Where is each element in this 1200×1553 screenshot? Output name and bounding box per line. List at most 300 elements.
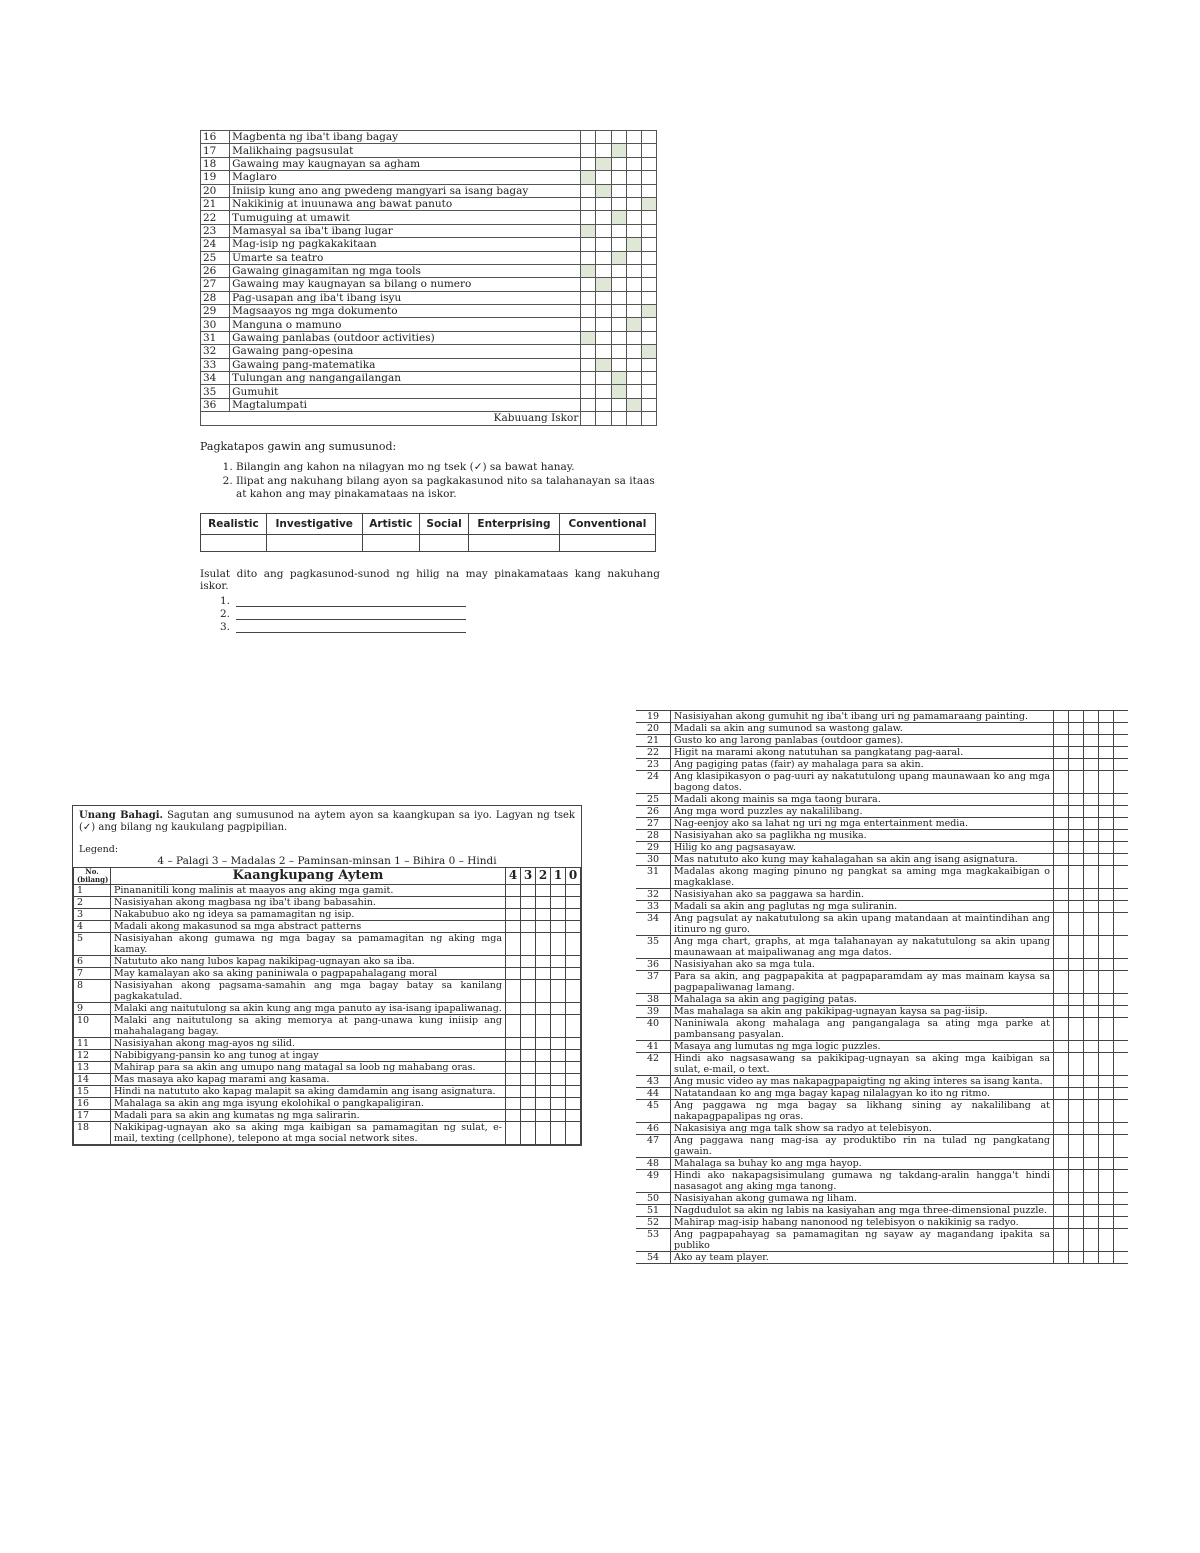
- check-cell[interactable]: [596, 197, 611, 210]
- rating-cell[interactable]: [536, 1098, 551, 1110]
- rating-cell[interactable]: [1099, 1252, 1114, 1264]
- rating-cell[interactable]: [1069, 830, 1084, 842]
- riasec-score-cell[interactable]: [420, 534, 469, 551]
- rating-cell[interactable]: [1084, 1053, 1099, 1076]
- rating-cell[interactable]: [536, 1038, 551, 1050]
- rating-cell[interactable]: [1054, 818, 1069, 830]
- rating-cell[interactable]: [506, 921, 521, 933]
- rating-cell[interactable]: [1054, 854, 1069, 866]
- rating-cell[interactable]: [1114, 1193, 1129, 1205]
- rating-cell[interactable]: [1054, 1158, 1069, 1170]
- rating-cell[interactable]: [1054, 723, 1069, 735]
- rating-cell[interactable]: [1114, 1252, 1129, 1264]
- check-cell[interactable]: [626, 345, 641, 358]
- rating-cell[interactable]: [566, 1003, 581, 1015]
- rating-cell[interactable]: [1099, 889, 1114, 901]
- rating-cell[interactable]: [1099, 1088, 1114, 1100]
- rating-cell[interactable]: [1069, 1135, 1084, 1158]
- check-cell[interactable]: [611, 157, 626, 170]
- rating-cell[interactable]: [1099, 1193, 1114, 1205]
- riasec-score-cell[interactable]: [201, 534, 267, 551]
- rating-cell[interactable]: [1099, 1158, 1114, 1170]
- check-cell[interactable]: [626, 398, 641, 411]
- check-cell[interactable]: [641, 157, 656, 170]
- check-cell[interactable]: [596, 385, 611, 398]
- check-cell[interactable]: [611, 385, 626, 398]
- check-cell[interactable]: [641, 251, 656, 264]
- rating-cell[interactable]: [1084, 1229, 1099, 1252]
- rating-cell[interactable]: [1084, 994, 1099, 1006]
- rating-cell[interactable]: [506, 1015, 521, 1038]
- check-cell[interactable]: [611, 171, 626, 184]
- rating-cell[interactable]: [506, 1074, 521, 1086]
- rating-cell[interactable]: [521, 1003, 536, 1015]
- rating-cell[interactable]: [1054, 1229, 1069, 1252]
- rating-cell[interactable]: [1099, 901, 1114, 913]
- rating-cell[interactable]: [1099, 1041, 1114, 1053]
- rating-cell[interactable]: [521, 1110, 536, 1122]
- rating-cell[interactable]: [1069, 913, 1084, 936]
- rating-cell[interactable]: [551, 968, 566, 980]
- check-cell[interactable]: [641, 372, 656, 385]
- rating-cell[interactable]: [1054, 936, 1069, 959]
- rating-cell[interactable]: [1114, 936, 1129, 959]
- rating-cell[interactable]: [1054, 1088, 1069, 1100]
- rating-cell[interactable]: [1099, 936, 1114, 959]
- check-cell[interactable]: [626, 318, 641, 331]
- rating-cell[interactable]: [1099, 747, 1114, 759]
- check-cell[interactable]: [611, 264, 626, 277]
- rating-cell[interactable]: [1054, 747, 1069, 759]
- rating-cell[interactable]: [506, 897, 521, 909]
- check-cell[interactable]: [626, 157, 641, 170]
- check-cell[interactable]: [641, 144, 656, 157]
- rating-cell[interactable]: [1054, 1053, 1069, 1076]
- rating-cell[interactable]: [1099, 994, 1114, 1006]
- rating-cell[interactable]: [506, 1098, 521, 1110]
- check-cell[interactable]: [626, 184, 641, 197]
- rating-cell[interactable]: [1114, 1229, 1129, 1252]
- rating-cell[interactable]: [1084, 1193, 1099, 1205]
- rating-cell[interactable]: [536, 1062, 551, 1074]
- rating-cell[interactable]: [521, 1098, 536, 1110]
- rating-cell[interactable]: [1114, 959, 1129, 971]
- check-cell[interactable]: [581, 358, 596, 371]
- check-cell[interactable]: [641, 385, 656, 398]
- rating-cell[interactable]: [1099, 959, 1114, 971]
- check-cell[interactable]: [641, 171, 656, 184]
- rating-cell[interactable]: [1069, 901, 1084, 913]
- rating-cell[interactable]: [1069, 711, 1084, 723]
- rating-cell[interactable]: [566, 1086, 581, 1098]
- rating-cell[interactable]: [1054, 1123, 1069, 1135]
- check-cell[interactable]: [596, 251, 611, 264]
- rating-cell[interactable]: [536, 1086, 551, 1098]
- rating-cell[interactable]: [506, 909, 521, 921]
- rating-cell[interactable]: [1114, 735, 1129, 747]
- rating-cell[interactable]: [1054, 1018, 1069, 1041]
- check-cell[interactable]: [641, 211, 656, 224]
- rating-cell[interactable]: [566, 1098, 581, 1110]
- check-cell[interactable]: [641, 398, 656, 411]
- rating-cell[interactable]: [536, 897, 551, 909]
- rating-cell[interactable]: [536, 921, 551, 933]
- rating-cell[interactable]: [506, 1050, 521, 1062]
- rating-cell[interactable]: [1084, 1088, 1099, 1100]
- check-cell[interactable]: [581, 398, 596, 411]
- rating-cell[interactable]: [536, 968, 551, 980]
- rating-cell[interactable]: [1069, 1041, 1084, 1053]
- rating-cell[interactable]: [521, 956, 536, 968]
- check-cell[interactable]: [581, 372, 596, 385]
- rating-cell[interactable]: [1084, 806, 1099, 818]
- rating-cell[interactable]: [521, 1038, 536, 1050]
- rating-cell[interactable]: [521, 968, 536, 980]
- check-cell[interactable]: [581, 197, 596, 210]
- rating-cell[interactable]: [1114, 1158, 1129, 1170]
- rating-cell[interactable]: [1054, 759, 1069, 771]
- check-cell[interactable]: [611, 251, 626, 264]
- rating-cell[interactable]: [1084, 1006, 1099, 1018]
- check-cell[interactable]: [611, 345, 626, 358]
- rating-cell[interactable]: [1114, 866, 1129, 889]
- check-cell[interactable]: [641, 318, 656, 331]
- rating-cell[interactable]: [1069, 1076, 1084, 1088]
- rating-cell[interactable]: [1114, 913, 1129, 936]
- rating-cell[interactable]: [566, 980, 581, 1003]
- check-cell[interactable]: [611, 211, 626, 224]
- check-cell[interactable]: [596, 318, 611, 331]
- check-cell[interactable]: [581, 238, 596, 251]
- rating-cell[interactable]: [566, 1062, 581, 1074]
- rating-cell[interactable]: [551, 909, 566, 921]
- check-cell[interactable]: [596, 345, 611, 358]
- rating-cell[interactable]: [1084, 1041, 1099, 1053]
- rating-cell[interactable]: [1099, 866, 1114, 889]
- check-cell[interactable]: [626, 144, 641, 157]
- rating-cell[interactable]: [521, 1086, 536, 1098]
- rating-cell[interactable]: [1084, 735, 1099, 747]
- rating-cell[interactable]: [1084, 901, 1099, 913]
- rating-cell[interactable]: [566, 1122, 581, 1145]
- blank-line[interactable]: [236, 596, 466, 607]
- check-cell[interactable]: [611, 184, 626, 197]
- rating-cell[interactable]: [1114, 806, 1129, 818]
- rating-cell[interactable]: [521, 1122, 536, 1145]
- rating-cell[interactable]: [1084, 971, 1099, 994]
- check-cell[interactable]: [641, 291, 656, 304]
- rating-cell[interactable]: [1114, 711, 1129, 723]
- check-cell[interactable]: [581, 318, 596, 331]
- rating-cell[interactable]: [1099, 971, 1114, 994]
- check-cell[interactable]: [641, 345, 656, 358]
- rating-cell[interactable]: [551, 885, 566, 897]
- rating-cell[interactable]: [1054, 901, 1069, 913]
- rating-cell[interactable]: [1099, 1053, 1114, 1076]
- check-cell[interactable]: [596, 238, 611, 251]
- check-cell[interactable]: [626, 385, 641, 398]
- rating-cell[interactable]: [1084, 866, 1099, 889]
- check-cell[interactable]: [626, 251, 641, 264]
- check-cell[interactable]: [611, 305, 626, 318]
- rating-cell[interactable]: [536, 1050, 551, 1062]
- rating-cell[interactable]: [1054, 806, 1069, 818]
- rating-cell[interactable]: [1054, 1100, 1069, 1123]
- check-cell[interactable]: [596, 398, 611, 411]
- rating-cell[interactable]: [1054, 1217, 1069, 1229]
- rating-cell[interactable]: [1084, 771, 1099, 794]
- rating-cell[interactable]: [1069, 1053, 1084, 1076]
- rating-cell[interactable]: [1084, 854, 1099, 866]
- blank-line[interactable]: [236, 622, 466, 633]
- total-cell[interactable]: [626, 412, 641, 425]
- rating-cell[interactable]: [551, 980, 566, 1003]
- rating-cell[interactable]: [506, 1110, 521, 1122]
- rating-cell[interactable]: [521, 980, 536, 1003]
- rating-cell[interactable]: [1099, 1170, 1114, 1193]
- rating-cell[interactable]: [1114, 1053, 1129, 1076]
- rating-cell[interactable]: [1084, 889, 1099, 901]
- check-cell[interactable]: [626, 171, 641, 184]
- rating-cell[interactable]: [1099, 771, 1114, 794]
- rating-cell[interactable]: [1069, 842, 1084, 854]
- rating-cell[interactable]: [1069, 1158, 1084, 1170]
- rating-cell[interactable]: [551, 1003, 566, 1015]
- rating-cell[interactable]: [1069, 747, 1084, 759]
- check-cell[interactable]: [596, 171, 611, 184]
- check-cell[interactable]: [641, 278, 656, 291]
- rating-cell[interactable]: [1054, 971, 1069, 994]
- rating-cell[interactable]: [1069, 735, 1084, 747]
- rating-cell[interactable]: [536, 909, 551, 921]
- rating-cell[interactable]: [566, 956, 581, 968]
- rating-cell[interactable]: [1099, 1135, 1114, 1158]
- rating-cell[interactable]: [1099, 711, 1114, 723]
- rating-cell[interactable]: [1114, 759, 1129, 771]
- rating-cell[interactable]: [1084, 1135, 1099, 1158]
- rating-cell[interactable]: [506, 968, 521, 980]
- rating-cell[interactable]: [1099, 854, 1114, 866]
- rating-cell[interactable]: [1099, 1006, 1114, 1018]
- rating-cell[interactable]: [1069, 994, 1084, 1006]
- check-cell[interactable]: [641, 331, 656, 344]
- rating-cell[interactable]: [551, 1122, 566, 1145]
- check-cell[interactable]: [611, 318, 626, 331]
- check-cell[interactable]: [596, 331, 611, 344]
- rating-cell[interactable]: [1054, 1193, 1069, 1205]
- rating-cell[interactable]: [566, 1110, 581, 1122]
- rating-cell[interactable]: [1114, 854, 1129, 866]
- rating-cell[interactable]: [1069, 1193, 1084, 1205]
- check-cell[interactable]: [641, 305, 656, 318]
- rating-cell[interactable]: [1084, 818, 1099, 830]
- rating-cell[interactable]: [1069, 794, 1084, 806]
- rating-cell[interactable]: [536, 1110, 551, 1122]
- rating-cell[interactable]: [1114, 901, 1129, 913]
- rating-cell[interactable]: [1084, 1205, 1099, 1217]
- total-cell[interactable]: [596, 412, 611, 425]
- rating-cell[interactable]: [1114, 889, 1129, 901]
- check-cell[interactable]: [626, 197, 641, 210]
- rating-cell[interactable]: [1099, 1205, 1114, 1217]
- check-cell[interactable]: [596, 305, 611, 318]
- rating-cell[interactable]: [1099, 1076, 1114, 1088]
- check-cell[interactable]: [581, 305, 596, 318]
- rating-cell[interactable]: [1114, 818, 1129, 830]
- total-cell[interactable]: [581, 412, 596, 425]
- rating-cell[interactable]: [1099, 818, 1114, 830]
- check-cell[interactable]: [596, 291, 611, 304]
- check-cell[interactable]: [581, 131, 596, 144]
- rating-cell[interactable]: [521, 1074, 536, 1086]
- rating-cell[interactable]: [1099, 1100, 1114, 1123]
- rating-cell[interactable]: [1114, 994, 1129, 1006]
- rating-cell[interactable]: [1069, 889, 1084, 901]
- rating-cell[interactable]: [506, 1062, 521, 1074]
- rating-cell[interactable]: [566, 909, 581, 921]
- check-cell[interactable]: [611, 358, 626, 371]
- rating-cell[interactable]: [1054, 794, 1069, 806]
- rating-cell[interactable]: [1099, 1229, 1114, 1252]
- rating-cell[interactable]: [1084, 794, 1099, 806]
- blank-item[interactable]: [220, 620, 660, 633]
- rating-cell[interactable]: [506, 1086, 521, 1098]
- riasec-score-cell[interactable]: [266, 534, 362, 551]
- check-cell[interactable]: [596, 264, 611, 277]
- rating-cell[interactable]: [506, 1122, 521, 1145]
- rating-cell[interactable]: [566, 1050, 581, 1062]
- check-cell[interactable]: [611, 144, 626, 157]
- rating-cell[interactable]: [551, 1038, 566, 1050]
- rating-cell[interactable]: [1054, 1076, 1069, 1088]
- check-cell[interactable]: [581, 184, 596, 197]
- check-cell[interactable]: [641, 224, 656, 237]
- rating-cell[interactable]: [1054, 771, 1069, 794]
- check-cell[interactable]: [641, 264, 656, 277]
- rating-cell[interactable]: [1099, 735, 1114, 747]
- rating-cell[interactable]: [506, 933, 521, 956]
- rating-cell[interactable]: [521, 1015, 536, 1038]
- rating-cell[interactable]: [551, 1074, 566, 1086]
- rating-cell[interactable]: [1114, 1006, 1129, 1018]
- rating-cell[interactable]: [521, 897, 536, 909]
- rating-cell[interactable]: [1099, 1217, 1114, 1229]
- check-cell[interactable]: [596, 211, 611, 224]
- rating-cell[interactable]: [1084, 842, 1099, 854]
- check-cell[interactable]: [626, 291, 641, 304]
- check-cell[interactable]: [581, 251, 596, 264]
- rating-cell[interactable]: [1114, 1076, 1129, 1088]
- rating-cell[interactable]: [1069, 1170, 1084, 1193]
- rating-cell[interactable]: [1099, 830, 1114, 842]
- rating-cell[interactable]: [506, 956, 521, 968]
- check-cell[interactable]: [611, 331, 626, 344]
- rating-cell[interactable]: [1069, 1088, 1084, 1100]
- rating-cell[interactable]: [1114, 723, 1129, 735]
- check-cell[interactable]: [596, 278, 611, 291]
- rating-cell[interactable]: [1069, 936, 1084, 959]
- rating-cell[interactable]: [1084, 830, 1099, 842]
- total-cell[interactable]: [641, 412, 656, 425]
- rating-cell[interactable]: [1069, 806, 1084, 818]
- rating-cell[interactable]: [1114, 1217, 1129, 1229]
- rating-cell[interactable]: [1084, 723, 1099, 735]
- check-cell[interactable]: [611, 278, 626, 291]
- rating-cell[interactable]: [1054, 711, 1069, 723]
- rating-cell[interactable]: [1114, 971, 1129, 994]
- rating-cell[interactable]: [1114, 1041, 1129, 1053]
- rating-cell[interactable]: [1114, 794, 1129, 806]
- rating-cell[interactable]: [551, 933, 566, 956]
- rating-cell[interactable]: [1114, 1088, 1129, 1100]
- check-cell[interactable]: [611, 131, 626, 144]
- check-cell[interactable]: [596, 184, 611, 197]
- rating-cell[interactable]: [1084, 1100, 1099, 1123]
- rating-cell[interactable]: [551, 1062, 566, 1074]
- rating-cell[interactable]: [536, 980, 551, 1003]
- rating-cell[interactable]: [1114, 1170, 1129, 1193]
- rating-cell[interactable]: [1084, 959, 1099, 971]
- rating-cell[interactable]: [521, 1062, 536, 1074]
- rating-cell[interactable]: [521, 885, 536, 897]
- check-cell[interactable]: [581, 224, 596, 237]
- rating-cell[interactable]: [566, 897, 581, 909]
- rating-cell[interactable]: [1114, 1018, 1129, 1041]
- check-cell[interactable]: [611, 197, 626, 210]
- rating-cell[interactable]: [1114, 830, 1129, 842]
- rating-cell[interactable]: [536, 933, 551, 956]
- rating-cell[interactable]: [1069, 759, 1084, 771]
- rating-cell[interactable]: [536, 1122, 551, 1145]
- rating-cell[interactable]: [506, 885, 521, 897]
- check-cell[interactable]: [581, 171, 596, 184]
- check-cell[interactable]: [611, 291, 626, 304]
- check-cell[interactable]: [626, 331, 641, 344]
- rating-cell[interactable]: [1114, 1123, 1129, 1135]
- rating-cell[interactable]: [1099, 794, 1114, 806]
- rating-cell[interactable]: [1069, 1252, 1084, 1264]
- rating-cell[interactable]: [1099, 806, 1114, 818]
- rating-cell[interactable]: [566, 1015, 581, 1038]
- check-cell[interactable]: [581, 345, 596, 358]
- rating-cell[interactable]: [1069, 1006, 1084, 1018]
- rating-cell[interactable]: [566, 968, 581, 980]
- rating-cell[interactable]: [1084, 1158, 1099, 1170]
- riasec-score-cell[interactable]: [469, 534, 560, 551]
- rating-cell[interactable]: [1069, 1217, 1084, 1229]
- rating-cell[interactable]: [1114, 1205, 1129, 1217]
- check-cell[interactable]: [626, 372, 641, 385]
- rating-cell[interactable]: [566, 1038, 581, 1050]
- rating-cell[interactable]: [1114, 1100, 1129, 1123]
- riasec-score-cell[interactable]: [559, 534, 655, 551]
- rating-cell[interactable]: [1069, 866, 1084, 889]
- check-cell[interactable]: [626, 358, 641, 371]
- rating-cell[interactable]: [1114, 771, 1129, 794]
- rating-cell[interactable]: [551, 897, 566, 909]
- rating-cell[interactable]: [1054, 913, 1069, 936]
- rating-cell[interactable]: [1054, 1135, 1069, 1158]
- rating-cell[interactable]: [551, 1015, 566, 1038]
- rating-cell[interactable]: [1069, 818, 1084, 830]
- rating-cell[interactable]: [1069, 1100, 1084, 1123]
- rating-cell[interactable]: [1054, 866, 1069, 889]
- rating-cell[interactable]: [551, 956, 566, 968]
- rating-cell[interactable]: [536, 885, 551, 897]
- check-cell[interactable]: [581, 278, 596, 291]
- check-cell[interactable]: [641, 131, 656, 144]
- check-cell[interactable]: [581, 385, 596, 398]
